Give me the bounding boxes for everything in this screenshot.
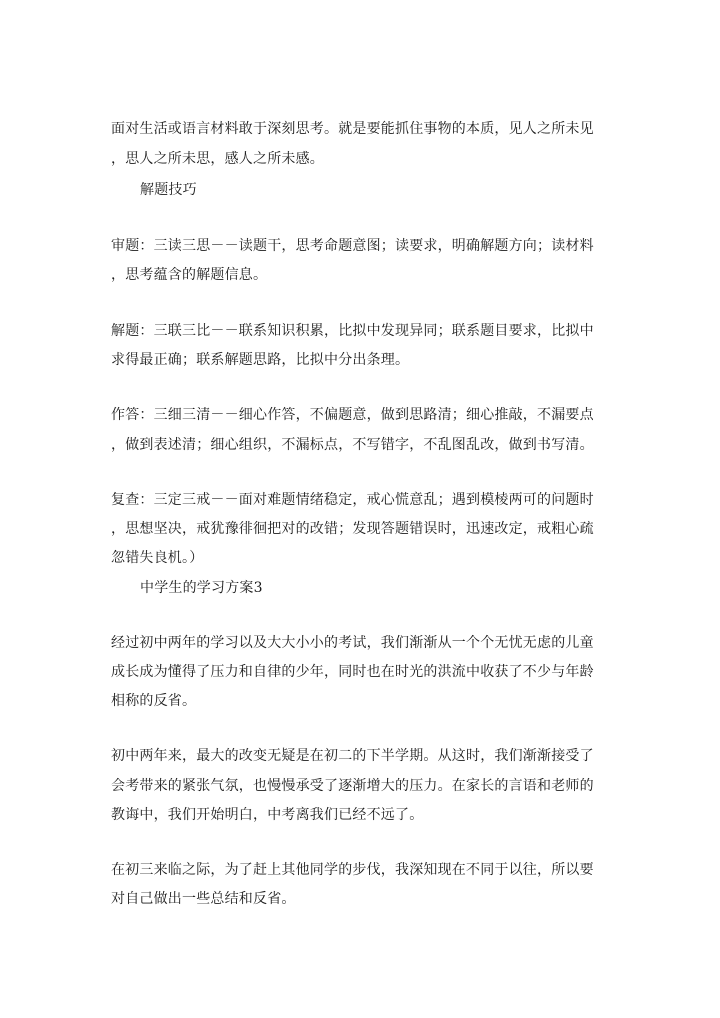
paragraph-line: 相称的反省。 xyxy=(111,693,197,709)
paragraph-line: ，做到表述清；细心组织，不漏标点，不写错字，不乱图乱改，做到书写清。 xyxy=(111,437,594,453)
paragraph-line: ，思想坚决，戒犹豫徘徊把对的改错；发现答题错误时，迅速改定，戒粗心疏 xyxy=(111,521,594,537)
paragraph-line: 经过初中两年的学习以及大大小小的考试，我们渐渐从一个个无忧无虑的儿童 xyxy=(111,635,594,651)
paragraph-line: 对自己做出一些总结和反省。 xyxy=(111,891,296,907)
paragraph-line: 教诲中，我们开始明白，中考离我们已经不远了。 xyxy=(111,807,424,823)
paragraph-line: 成长成为懂得了压力和自律的少年，同时也在时光的洪流中收获了不少与年龄 xyxy=(111,664,594,680)
paragraph-line: 审题：三读三思－－读题干，思考命题意图；读要求，明确解题方向；读材料 xyxy=(111,238,594,254)
paragraph-line: 会考带来的紧张气氛，也慢慢承受了逐渐增大的压力。在家长的言语和老师的 xyxy=(111,778,594,794)
paragraph-line: ，思人之所未思，感人之所未感。 xyxy=(111,151,324,167)
paragraph-line: 在初三来临之际，为了赶上其他同学的步伐，我深知现在不同于以往，所以要 xyxy=(111,862,594,878)
paragraph-line: 复查：三定三戒－－面对难题情绪稳定，戒心慌意乱；遇到模棱两可的问题时 xyxy=(111,492,594,508)
section-heading: 中学生的学习方案3 xyxy=(140,580,263,596)
paragraph-line: 初中两年来，最大的改变无疑是在初二的下半学期。从这时，我们渐渐接受了 xyxy=(111,748,594,764)
paragraph-line: 忽错失良机。） xyxy=(111,550,204,566)
paragraph-line: 面对生活或语言材料敢于深刻思考。就是要能抓住事物的本质，见人之所未见 xyxy=(111,121,594,137)
paragraph-line: ，思考蕴含的解题信息。 xyxy=(111,267,268,283)
section-heading: 解题技巧 xyxy=(140,182,197,198)
paragraph-line: 解题：三联三比－－联系知识积累，比拟中发现异同；联系题目要求，比拟中 xyxy=(111,323,594,339)
paragraph-line: 作答：三细三清－－细心作答，不偏题意，做到思路清；细心推敲，不漏要点 xyxy=(111,407,594,423)
paragraph-line: 求得最正确；联系解题思路，比拟中分出条理。 xyxy=(111,352,410,368)
